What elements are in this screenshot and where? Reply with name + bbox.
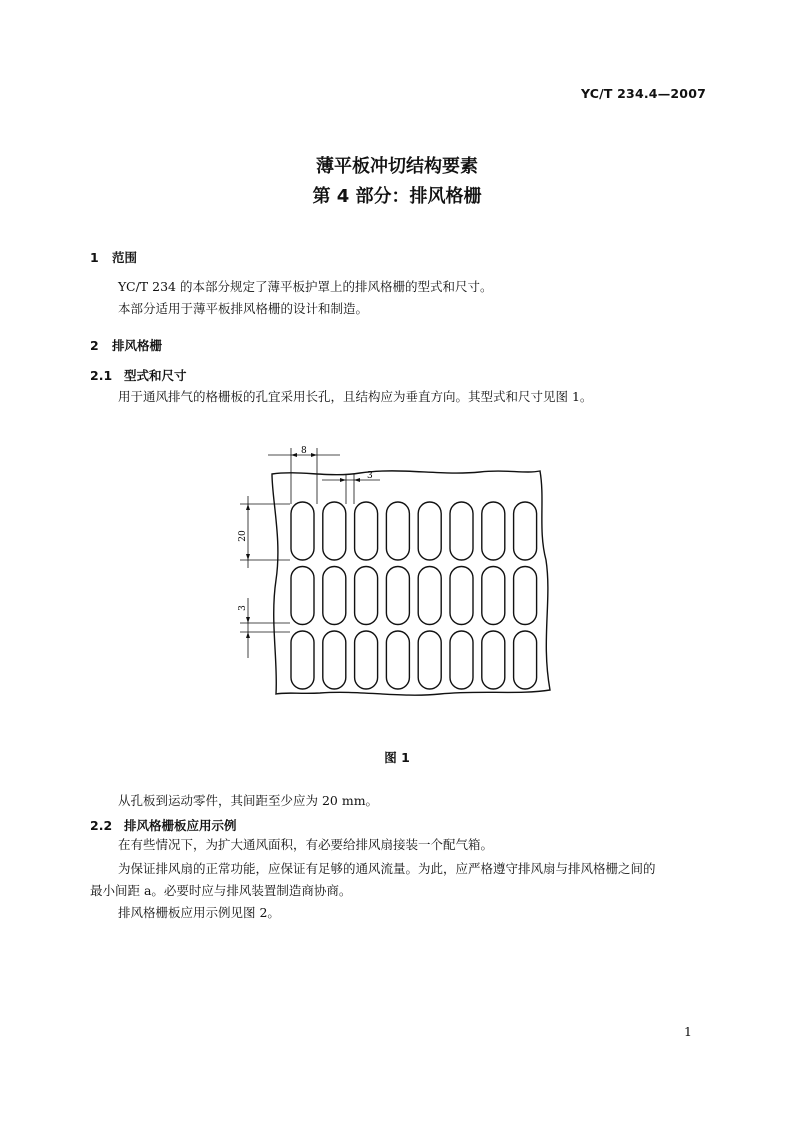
slot xyxy=(450,502,473,560)
slot xyxy=(323,502,346,560)
document-title: 薄平板冲切结构要素 xyxy=(316,156,478,177)
slot xyxy=(450,631,473,689)
slot xyxy=(355,631,378,689)
slot xyxy=(291,631,314,689)
slot xyxy=(514,502,537,560)
section-number: 2 xyxy=(90,338,99,353)
slot xyxy=(482,631,505,689)
dim-label-slot-height: 20 xyxy=(238,530,248,542)
slot xyxy=(291,567,314,625)
section-title: 排风格栅 xyxy=(112,338,163,353)
slot xyxy=(514,631,537,689)
slot xyxy=(450,567,473,625)
figure-1-caption: 图 1 xyxy=(384,750,410,765)
document-subtitle: 第 4 部分：排风格栅 xyxy=(312,186,482,207)
section-title: 范围 xyxy=(112,250,138,265)
paragraph-continuation: 最小间距 a。必要时应与排风装置制造商协商。 xyxy=(90,883,352,898)
page-number: 1 xyxy=(684,1024,692,1039)
document-code: YC/T 234.4—2007 xyxy=(580,86,706,101)
paragraph: YC/T 234 的本部分规定了薄平板护罩上的排风格栅的型式和尺寸。 xyxy=(118,279,493,294)
slot xyxy=(323,631,346,689)
section-number: 1 xyxy=(90,250,99,265)
slot xyxy=(514,567,537,625)
dim-label-row-gap: 3 xyxy=(238,605,248,611)
section-2-2-heading xyxy=(90,816,237,834)
slot xyxy=(386,567,409,625)
slot xyxy=(386,631,409,689)
slot-grid xyxy=(291,502,537,689)
paragraph: 用于通风排气的格栅板的孔宜采用长孔，且结构应为垂直方向。其型式和尺寸见图 1。 xyxy=(118,389,593,404)
slot xyxy=(482,502,505,560)
section-number: 2.1 xyxy=(90,368,113,383)
slot xyxy=(291,502,314,560)
slot xyxy=(418,567,441,625)
section-number: 2.2 xyxy=(90,818,113,833)
section-title: 排风格栅板应用示例 xyxy=(124,818,237,833)
dim-label-slot-gap: 3 xyxy=(367,471,373,481)
slot xyxy=(418,631,441,689)
paragraph: 本部分适用于薄平板排风格栅的设计和制造。 xyxy=(118,301,369,316)
paragraph: 为保证排风扇的正常功能，应保证有足够的通风流量。为此，应严格遵守排风扇与排风格栅之间的 xyxy=(118,861,656,876)
slot xyxy=(323,567,346,625)
dim-label-slot-pitch: 8 xyxy=(301,446,307,456)
section-title: 型式和尺寸 xyxy=(124,368,187,383)
paragraph: 排风格栅板应用示例见图 2。 xyxy=(118,905,280,920)
paragraph: 从孔板到运动零件，其间距至少应为 20 mm。 xyxy=(118,793,379,808)
slot xyxy=(418,502,441,560)
slot xyxy=(482,567,505,625)
slot xyxy=(386,502,409,560)
slot xyxy=(355,567,378,625)
slot xyxy=(355,502,378,560)
paragraph: 在有些情况下，为扩大通风面积，有必要给排风扇接装一个配气箱。 xyxy=(118,837,494,852)
